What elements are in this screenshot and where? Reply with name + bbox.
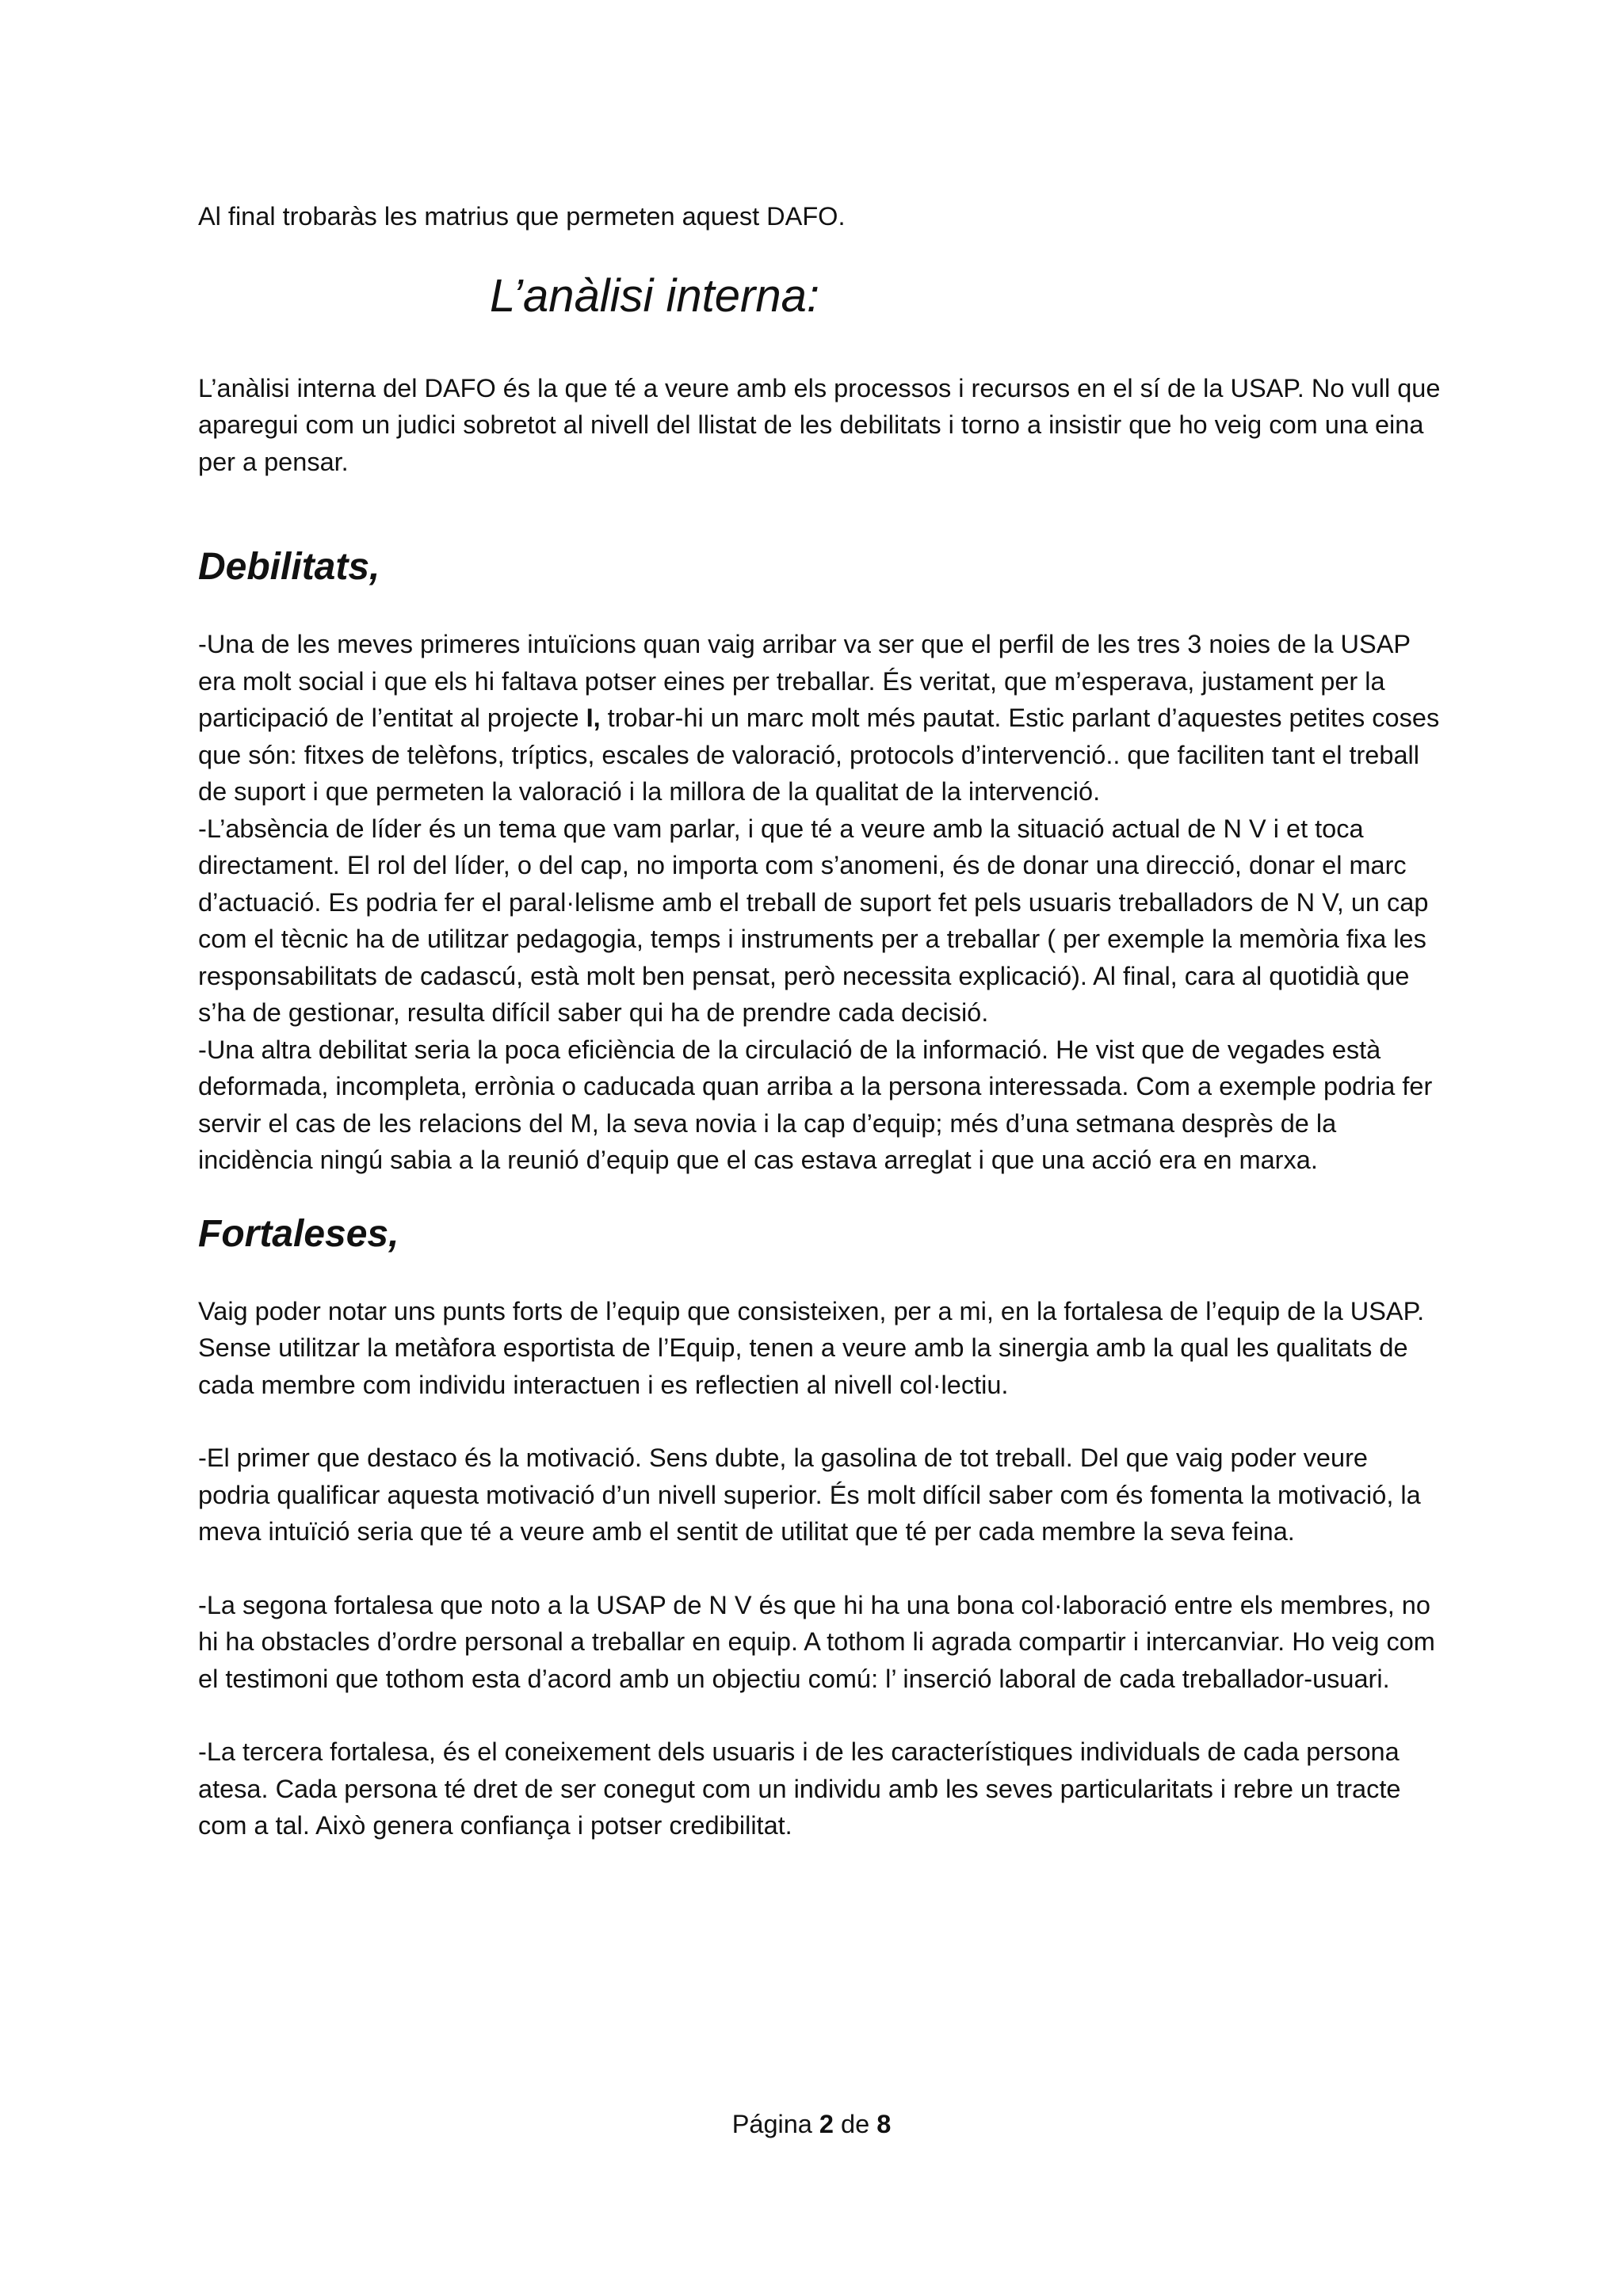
footer-prefix: Página	[731, 2110, 812, 2138]
section-intro-paragraph: L’anàlisi interna del DAFO és la que té a veure amb els processos i recursos en el sí de la USAP. No vull que aparegui com un judici sobretot al nivell del llistat de les debilitats i torno a insistir que ho veig com una eina per a pensar.	[198, 373, 1441, 476]
footer-page-number: 2	[819, 2110, 834, 2138]
heading-debilitats: Debilitats,	[198, 546, 380, 588]
heading-fortaleses: Fortaleses,	[198, 1212, 399, 1255]
debilitats-paragraph-3: -Una altra debilitat seria la poca eficiència de la circulació de la informació. He vist que de vegades està deformada, incompleta, errònia o caducada quan arriba a la persona interessada. Com a exemple podria fer servir el cas de les relacions del M, la seva novia i la cap d’equip; més d’una setmana desprès de la incidència ningú sabia a la reunió d’equip que el cas estava arreglat i que una acció era en marxa.	[198, 1035, 1433, 1174]
fortaleses-paragraph-1: -El primer que destaco és la motivació. Sens dubte, la gasolina de tot treball. Del que vaig poder veure podria qualificar aquesta motivació d’un nivell superior. És molt difícil saber com és fomenta la motivació, la meva intuïció seria que té a veure amb el sentit de utilitat que té per cada membre la seva feina.	[198, 1444, 1421, 1546]
debilitats-p1-text-b: trobar-hi un marc molt més pautat. Estic parlant d’aquestes petites coses que són: fitxes de telèfons, tríptics, escales de valoració, protocols d’intervenció.. que faciliten tant el treball de suport i que permeten la valoració i la millora de la qualitat de la intervenció.	[198, 704, 1440, 806]
paragraph-gap	[198, 1403, 1442, 1440]
footer-of: de	[841, 2110, 870, 2138]
debilitats-p1-bold: I,	[586, 704, 601, 732]
page-footer	[0, 2106, 1623, 2142]
intro-paragraph: Al final trobaràs les matrius que permeten aquest DAFO.	[198, 202, 846, 231]
fortaleses-paragraph-3: -La tercera fortalesa, és el coneixement dels usuaris i de les característiques individuals de cada persona atesa. Cada persona té dret de ser conegut com un individu amb les seves particularitats i rebre un tracte com a tal. Això genera confiança i potser credibilitat.	[198, 1737, 1401, 1840]
debilitats-p1-text-a: -Una de les meves primeres intuïcions quan vaig arribar va ser que el perfil de les tres 3 noies de la USAP era molt social i que els hi faltava potser eines per treballar. És veritat, que m’esperava, justament per la participació de l’entitat al projecte	[198, 630, 1411, 732]
debilitats-paragraph-2: -L’absència de líder és un tema que vam parlar, i que té a veure amb la situació actual de N V i et toca directament. El rol del líder, o del cap, no importa com s’anomeni, és de donar una direcció, donar el marc d’actuació. Es podria fer el paral·lelisme amb el treball de suport fet pels usuaris treballadors de N V, un cap com el tècnic ha de utilitzar pedagogia, temps i instruments per a treballar ( per exemple la memòria fixa les responsabilitats de cadascú, està molt ben pensat, però necessita explicació). Al final, cara al quotidià que s’ha de gestionar, resulta difícil saber qui ha de prendre cada decisió.	[198, 814, 1429, 1027]
paragraph-gap	[198, 1697, 1442, 1733]
paragraph-gap	[198, 1550, 1442, 1587]
fortaleses-paragraph-2: -La segona fortalesa que noto a la USAP de N V és que hi ha una bona col·laboració entre els membres, no hi ha obstacles d’ordre personal a treballar en equip. A tothom li agrada compartir i intercanviar. Ho veig com el testimoni que tothom esta d’acord amb un objectiu comú: l’ inserció laboral de cada treballador-usuari.	[198, 1590, 1435, 1693]
page-content	[198, 198, 1442, 1844]
fortaleses-paragraph-0: Vaig poder notar uns punts forts de l’equip que consisteixen, per a mi, en la fortalesa de l’equip de la USAP. Sense utilitzar la metàfora esportista de l’Equip, tenen a veure amb la sinergia amb la qual les qualitats de cada membre com individu interactuen i es reflectien al nivell col·lectiu.	[198, 1296, 1425, 1399]
section-title: L’anàlisi interna:	[490, 269, 819, 322]
debilitats-paragraph-1	[198, 626, 1442, 810]
footer-page-total: 8	[876, 2110, 892, 2138]
